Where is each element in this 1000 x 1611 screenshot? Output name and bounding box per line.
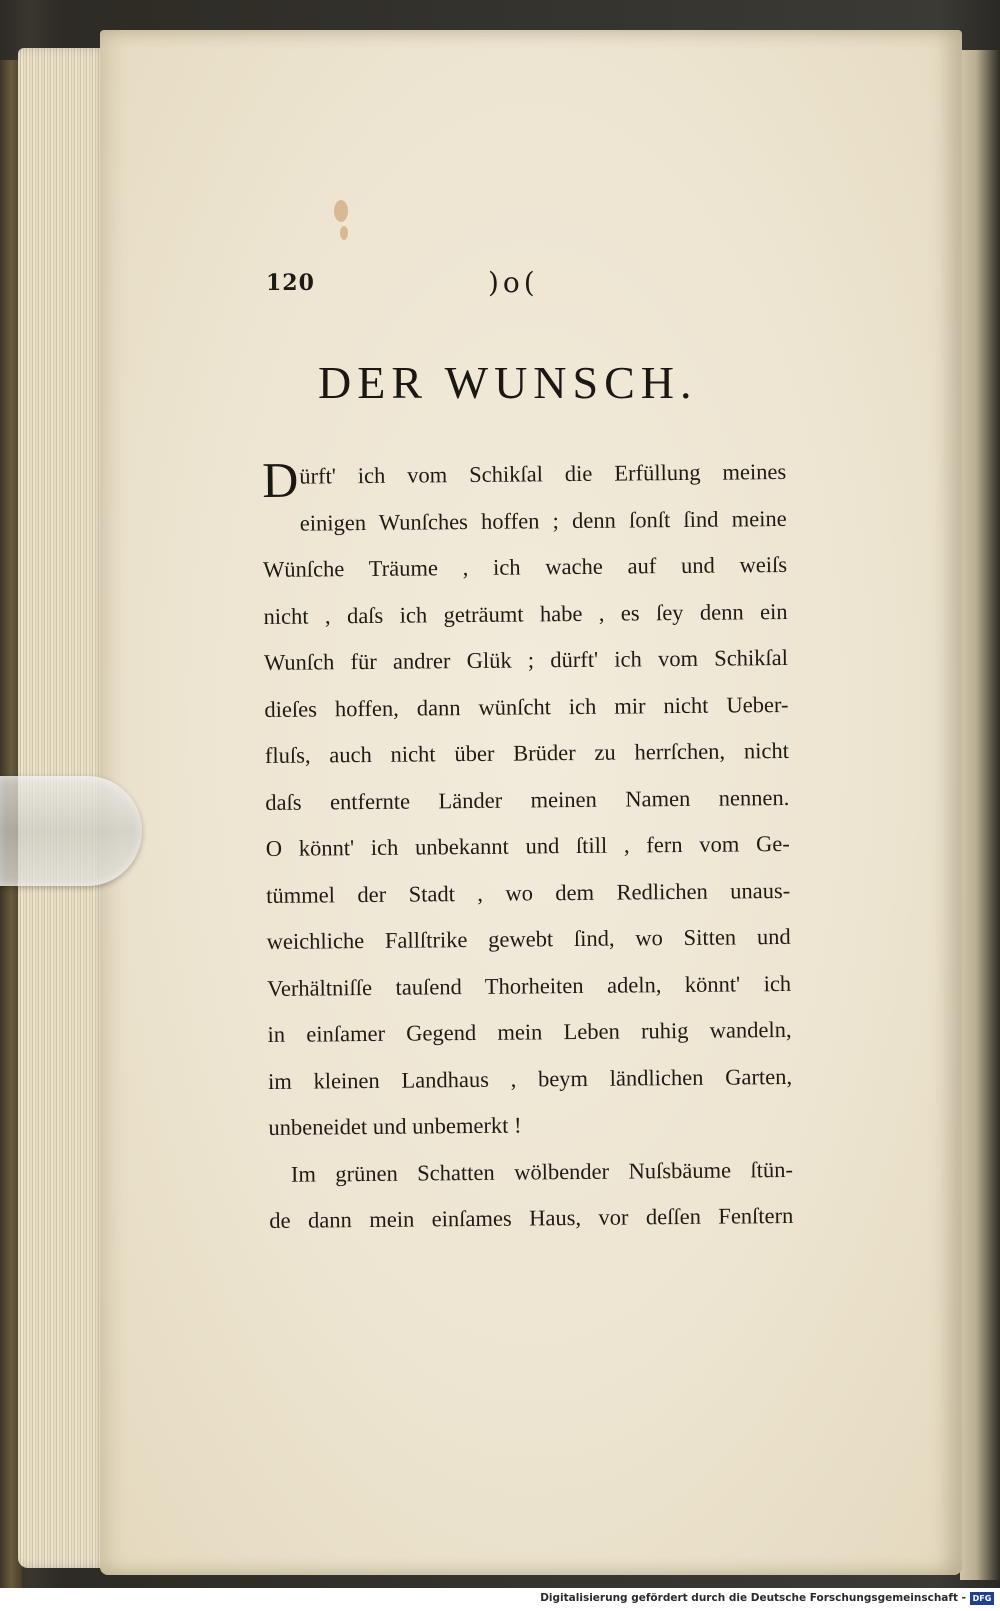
text-line: einigen Wunſches hoffen ; denn ſonſt ſind meine — [299, 505, 787, 536]
text-line: fluſs, auch nicht über Brüder zu herrſchen, nicht — [264, 737, 789, 768]
book-binding — [960, 50, 1000, 1580]
text-line: weichliche Fallſtrike gewebt ſind, wo Sitten und — [266, 923, 791, 954]
text-line: Wunſch für andrer Glük ; dürft' ich vom Schikſal — [263, 644, 789, 675]
dfg-logo: DFG — [970, 1592, 994, 1605]
text-line: nicht , daſs ich geträumt habe , es ſey denn ein — [263, 598, 788, 629]
text-line: unbeneidet und unbemerkt ! — [268, 1112, 522, 1140]
page-number: 120 — [266, 270, 315, 296]
body-text — [262, 449, 794, 1244]
text-line: de dann mein einſames Haus, vor deſſen Fenſtern — [269, 1202, 794, 1233]
funding-credit: Digitalisierung gefördert durch die Deutsche Forschungsgemeinschaft - — [540, 1592, 966, 1604]
text-line: ürft' ich vom Schikſal die Erfüllung meines — [299, 458, 787, 489]
drop-cap: D — [261, 451, 299, 508]
text-line: daſs entfernte Länder meinen Namen nennen. — [265, 784, 790, 815]
text-line: Verhältniſſe tauſend Thorheiten adeln, könnt' ich — [267, 970, 792, 1001]
foxing-stain — [334, 200, 348, 222]
page-holder — [0, 776, 142, 886]
text-line: O könnt' ich unbekannt und ſtill , fern vom Ge- — [265, 830, 790, 861]
text-line: tümmel der Stadt , wo dem Redlichen unaus- — [266, 877, 791, 908]
header-ornament: )o( — [488, 266, 539, 299]
foxing-stain — [340, 226, 348, 240]
text-line: Im grünen Schatten wölbender Nuſsbäume ſtün- — [290, 1156, 794, 1187]
text-line: Wünſche Träume , ich wache auf und weiſs — [262, 551, 788, 582]
text-line: in einſamer Gegend mein Leben ruhig wandeln, — [267, 1016, 792, 1047]
text-line: dieſes hoffen, dann wünſcht ich mir nicht Ueber- — [264, 691, 789, 722]
page-title: DER WUNSCH. — [318, 357, 698, 408]
text-line: im kleinen Landhaus , beym ländlichen Garten, — [267, 1063, 793, 1094]
